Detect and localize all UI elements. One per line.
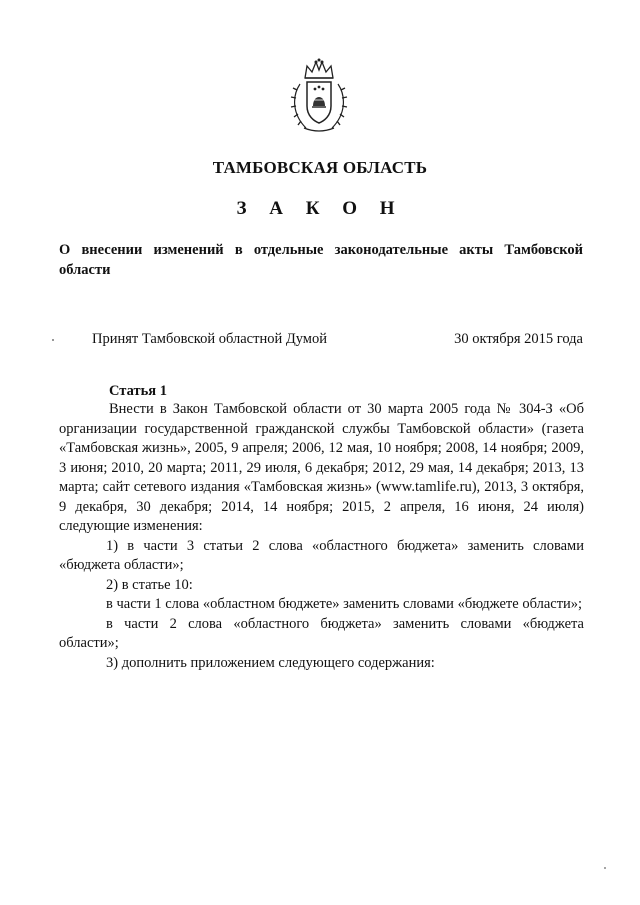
scan-mark <box>604 867 606 869</box>
article-paragraph: 1) в части 3 статьи 2 слова «областного бюджета» заменить словами «бюджета области»; <box>59 537 584 573</box>
article-body <box>59 400 584 673</box>
adoption-date: 30 октября 2015 года <box>454 331 583 347</box>
article-paragraph: 3) дополнить приложением следующего содержания: <box>106 654 435 671</box>
scan-mark <box>52 339 54 341</box>
article-paragraph: в части 1 слова «областном бюджете» заменить словами «бюджете области»; <box>106 596 583 612</box>
article-paragraph: в части 2 слова «областного бюджета» заменить словами «бюджета области»; <box>59 615 584 651</box>
adopted-by: Принят Тамбовской областной Думой <box>92 331 327 347</box>
article-heading: Статья 1 <box>109 383 167 399</box>
document-type: З А К О Н <box>236 198 404 219</box>
article-paragraph: Внести в Закон Тамбовской области от 30 марта 2005 года № 304-З «Об организации государственной гражданской службы Тамбовской области» (газета «Тамбовская жизнь», 2005, 9 апреля; 2006, 12 мая, 10 ноября; 2008, 14 ноября; 2009, 3 июня; 2010, 20 марта; 2011, 29 июля, 6 декабря; 2012, 29 мая, 14 декабря; 2013, 13 марта; сайт сетевого издания «Тамбовская жизнь» (www.tamlife.ru), 2013, 3 октября, 9 декабря, 30 декабря; 2014, 14 ноября; 2015, 2 апреля, 16 июня, 24 июля) следующие изменения: <box>59 401 584 534</box>
law-subject: О внесении изменений в отдельные законодательные акты Тамбовской области <box>59 242 583 278</box>
region-title: ТАМБОВСКАЯ ОБЛАСТЬ <box>212 158 428 177</box>
coat-of-arms-icon <box>288 58 350 136</box>
article-paragraph: 2) в статье 10: <box>106 576 193 593</box>
